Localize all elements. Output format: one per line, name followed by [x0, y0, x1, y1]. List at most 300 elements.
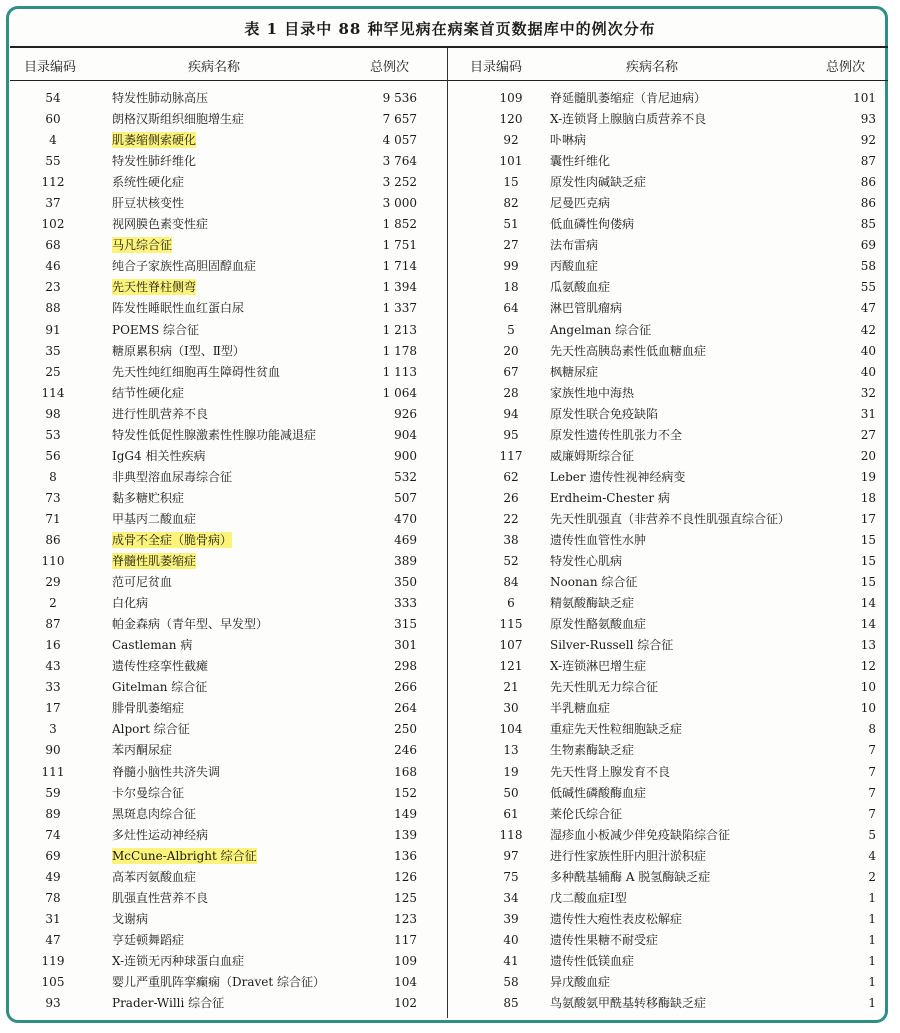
- case-count: 4 057: [382, 133, 417, 148]
- disease-code: 112: [41, 175, 65, 190]
- disease-code: 6: [507, 596, 515, 611]
- table-title: 表 1 目录中 88 种罕见病在病案首页数据库中的例次分布: [244, 20, 656, 38]
- disease-code: 25: [45, 364, 61, 379]
- table-row: [448, 698, 888, 719]
- disease-code: 59: [45, 785, 61, 800]
- case-count: 87: [860, 154, 876, 169]
- disease-name: 多灶性运动神经病: [112, 827, 209, 842]
- case-count: 17: [860, 511, 876, 526]
- disease-code: 30: [503, 701, 519, 716]
- table-row: [448, 383, 888, 404]
- case-count: 109: [394, 953, 417, 968]
- disease-code: 64: [503, 301, 519, 316]
- case-count: 136: [394, 848, 417, 863]
- case-count: 15: [860, 575, 876, 590]
- disease-code: 69: [45, 848, 61, 863]
- disease-code: 58: [503, 974, 519, 989]
- disease-name: 戈谢病: [112, 911, 149, 926]
- table-row: [448, 320, 888, 341]
- case-count: 168: [394, 764, 417, 779]
- disease-name: 进行性家族性肝内胆汁淤积症: [550, 848, 707, 863]
- table-row: [448, 530, 888, 551]
- disease-code: 16: [45, 638, 61, 653]
- disease-name: Noonan 综合征: [550, 575, 638, 590]
- table-row: [448, 88, 888, 109]
- case-count: 42: [860, 322, 876, 337]
- disease-code: 29: [45, 575, 61, 590]
- disease-name: 白化病: [112, 596, 149, 611]
- disease-code: 87: [45, 617, 61, 632]
- disease-code: 40: [503, 932, 519, 947]
- case-count: 507: [394, 490, 417, 505]
- disease-name: 先天性高胰岛素性低血糖血症: [550, 343, 707, 358]
- disease-name: 多种酰基辅酶 A 脱氢酶缺乏症: [550, 869, 711, 884]
- case-count: 1 714: [382, 259, 417, 274]
- table-row: [10, 614, 447, 635]
- table-row: [448, 635, 888, 656]
- disease-name: 先天性脊柱侧弯: [112, 280, 197, 295]
- case-count: 1: [868, 911, 876, 926]
- disease-name: 异戊酸血症: [550, 974, 611, 989]
- case-count: 93: [860, 112, 876, 127]
- disease-name: 尼曼匹克病: [550, 196, 611, 211]
- table-row: [448, 677, 888, 698]
- disease-code: 82: [503, 196, 519, 211]
- right-table-body: [448, 88, 888, 1014]
- table-row: [10, 572, 447, 593]
- table-row: [10, 214, 447, 235]
- case-count: 139: [394, 827, 417, 842]
- table-row: [10, 825, 447, 846]
- disease-code: 61: [503, 806, 519, 821]
- table-row: [448, 762, 888, 783]
- disease-name: Erdheim-Chester 病: [550, 490, 670, 505]
- table-row: [448, 256, 888, 277]
- table-row: [448, 783, 888, 804]
- case-count: 1 394: [382, 280, 417, 295]
- disease-code: 102: [41, 217, 65, 232]
- disease-name: 低血磷性佝偻病: [550, 217, 635, 232]
- disease-code: 51: [503, 217, 519, 232]
- table-row: [10, 341, 447, 362]
- disease-code: 68: [45, 238, 61, 253]
- disease-name: 脊髓性肌萎缩症: [112, 554, 197, 569]
- disease-name: 原发性联合免疫缺陷: [550, 406, 659, 421]
- case-count: 152: [394, 785, 417, 800]
- case-count: 31: [860, 406, 876, 421]
- disease-name: 鸟氨酸氨甲酰基转移酶缺乏症: [550, 996, 707, 1011]
- table-row: [448, 825, 888, 846]
- disease-code: 75: [503, 869, 519, 884]
- case-count: 125: [394, 890, 417, 905]
- table-row: [448, 719, 888, 740]
- disease-code: 120: [499, 112, 523, 127]
- table-row: [10, 719, 447, 740]
- table-row: [448, 804, 888, 825]
- case-count: 1: [868, 932, 876, 947]
- case-count: 7: [868, 785, 876, 800]
- disease-name: Leber 遗传性视神经病变: [550, 469, 686, 484]
- case-count: 86: [860, 175, 876, 190]
- disease-code: 50: [503, 785, 519, 800]
- disease-code: 121: [499, 659, 523, 674]
- disease-name: 威廉姆斯综合征: [550, 448, 635, 463]
- table-row: [448, 867, 888, 888]
- disease-name: 非典型溶血尿毒综合征: [112, 469, 233, 484]
- case-count: 18: [860, 490, 876, 505]
- table-row: [10, 446, 447, 467]
- table-row: [448, 467, 888, 488]
- disease-name: 湿疹血小板减少伴免疫缺陷综合征: [550, 827, 731, 842]
- case-count: 7: [868, 806, 876, 821]
- table-row: [10, 930, 447, 951]
- disease-name: 瓜氨酸血症: [550, 280, 611, 295]
- disease-name: X-连锁无丙种球蛋白血症: [112, 953, 245, 968]
- case-count: 40: [860, 343, 876, 358]
- table-row: [10, 551, 447, 572]
- disease-code: 86: [45, 532, 61, 547]
- disease-name: 黑斑息肉综合征: [112, 806, 197, 821]
- disease-name: 脊延髓肌萎缩症（肯尼迪病）: [550, 91, 707, 105]
- table-row: [448, 404, 888, 425]
- case-count: 86: [860, 196, 876, 211]
- table-row: [448, 740, 888, 761]
- table-row: [10, 88, 447, 109]
- disease-name: 黏多糖贮积症: [112, 490, 185, 505]
- table-row: [448, 109, 888, 130]
- case-count: 1: [868, 996, 876, 1011]
- disease-name: 糖原累积病（Ⅰ型、Ⅱ型）: [112, 343, 245, 358]
- disease-name: 戊二酸血症Ⅰ型: [550, 890, 627, 905]
- disease-name: 阵发性睡眠性血红蛋白尿: [112, 301, 245, 316]
- case-count: 246: [394, 743, 417, 758]
- disease-name: 遗传性果糖不耐受症: [550, 932, 659, 947]
- case-count: 32: [860, 385, 876, 400]
- case-count: 15: [860, 554, 876, 569]
- disease-name: 肌萎缩侧索硬化: [112, 133, 197, 148]
- disease-code: 93: [45, 996, 61, 1011]
- disease-name: 肝豆状核变性: [112, 196, 185, 211]
- case-count: 350: [394, 575, 417, 590]
- disease-code: 94: [503, 406, 519, 421]
- disease-name: 淋巴管肌瘤病: [550, 301, 623, 316]
- disease-code: 19: [503, 764, 519, 779]
- table-row: [10, 193, 447, 214]
- disease-name: 婴儿严重肌阵挛癫痫（Dravet 综合征）: [112, 974, 326, 989]
- table-row: [10, 130, 447, 151]
- case-count: 40: [860, 364, 876, 379]
- table-row: [10, 109, 447, 130]
- case-count: 900: [394, 448, 417, 463]
- case-count: 926: [394, 406, 417, 421]
- disease-code: 46: [45, 259, 61, 274]
- disease-code: 90: [45, 743, 61, 758]
- disease-code: 67: [503, 364, 519, 379]
- table-row: [10, 972, 447, 993]
- right-header-count: 总例次: [826, 60, 866, 75]
- table-row: [10, 804, 447, 825]
- table-row: [448, 277, 888, 298]
- table-row: [448, 909, 888, 930]
- disease-code: 3: [49, 722, 57, 737]
- disease-name: 重症先天性粒细胞缺乏症: [550, 722, 683, 737]
- case-count: 20: [860, 448, 876, 463]
- disease-code: 91: [45, 322, 61, 337]
- case-count: 58: [860, 259, 876, 274]
- case-count: 102: [394, 996, 417, 1011]
- disease-code: 98: [45, 406, 61, 421]
- table-row: [448, 509, 888, 530]
- disease-name: 脊髓小脑性共济失调: [112, 764, 221, 779]
- disease-code: 92: [503, 133, 519, 148]
- table-row: [10, 151, 447, 172]
- disease-code: 62: [503, 469, 519, 484]
- table-row: [10, 762, 447, 783]
- disease-code: 37: [45, 196, 61, 211]
- disease-code: 2: [49, 596, 57, 611]
- table-row: [10, 425, 447, 446]
- disease-code: 54: [45, 91, 61, 105]
- case-count: 1 751: [382, 238, 417, 253]
- disease-code: 55: [45, 154, 61, 169]
- case-count: 85: [860, 217, 876, 232]
- disease-name: 先天性肾上腺发育不良: [550, 764, 671, 779]
- table-row: [10, 404, 447, 425]
- left-table-body: [10, 88, 447, 1014]
- disease-name: 成骨不全症（脆骨病）: [112, 532, 233, 547]
- disease-code: 4: [49, 133, 57, 148]
- case-count: 1 213: [382, 322, 417, 337]
- disease-name: 枫糖尿症: [550, 364, 599, 379]
- table-row: [10, 383, 447, 404]
- table-row: [10, 888, 447, 909]
- case-count: 1 852: [382, 217, 417, 232]
- table-row: [448, 193, 888, 214]
- case-count: 1: [868, 953, 876, 968]
- disease-name: 苯丙酮尿症: [112, 743, 173, 758]
- disease-code: 104: [499, 722, 523, 737]
- table-row: [448, 993, 888, 1014]
- case-count: 15: [860, 532, 876, 547]
- case-count: 101: [853, 91, 876, 105]
- disease-code: 23: [45, 280, 61, 295]
- disease-code: 110: [41, 554, 65, 569]
- table-row: [10, 698, 447, 719]
- case-count: 117: [394, 932, 417, 947]
- case-count: 1: [868, 890, 876, 905]
- case-count: 264: [394, 701, 417, 716]
- case-count: 123: [394, 911, 417, 926]
- table-row: [10, 362, 447, 383]
- case-count: 5: [868, 827, 876, 842]
- disease-code: 39: [503, 911, 519, 926]
- case-count: 3 764: [382, 154, 417, 169]
- disease-code: 15: [503, 175, 519, 190]
- disease-name: 原发性遗传性肌张力不全: [550, 427, 683, 442]
- disease-code: 111: [41, 764, 65, 779]
- right-header-code: 目录编码: [470, 60, 523, 75]
- table-row: [448, 172, 888, 193]
- left-header-name: 疾病名称: [188, 60, 241, 75]
- disease-code: 78: [45, 890, 61, 905]
- case-count: 469: [394, 532, 417, 547]
- top-rule: [10, 46, 888, 48]
- table-row: [448, 888, 888, 909]
- case-count: 4: [868, 848, 876, 863]
- case-count: 14: [860, 617, 876, 632]
- table-row: [448, 425, 888, 446]
- case-count: 27: [860, 427, 876, 442]
- case-count: 10: [860, 680, 876, 695]
- disease-name: 半乳糖血症: [550, 701, 611, 716]
- disease-code: 21: [503, 680, 519, 695]
- disease-name: 先天性肌强直（非营养不良性肌强直综合征）: [550, 511, 791, 526]
- disease-code: 8: [49, 469, 57, 484]
- disease-code: 73: [45, 490, 61, 505]
- table-row: [448, 341, 888, 362]
- disease-code: 117: [499, 448, 523, 463]
- disease-code: 34: [503, 890, 519, 905]
- case-count: 149: [394, 806, 417, 821]
- case-count: 470: [394, 511, 417, 526]
- table-row: [448, 446, 888, 467]
- disease-code: 27: [503, 238, 519, 253]
- disease-code: 114: [41, 385, 65, 400]
- case-count: 126: [394, 869, 417, 884]
- disease-name: 原发性肉碱缺乏症: [550, 175, 647, 190]
- disease-code: 119: [41, 953, 65, 968]
- table-row: [448, 656, 888, 677]
- case-count: 104: [394, 974, 417, 989]
- table-row: [10, 783, 447, 804]
- disease-code: 52: [503, 554, 519, 569]
- case-count: 47: [860, 301, 876, 316]
- disease-name: 甲基丙二酸血症: [112, 511, 197, 526]
- disease-code: 26: [503, 490, 519, 505]
- disease-code: 13: [503, 743, 519, 758]
- table-row: [10, 235, 447, 256]
- table-row: [448, 593, 888, 614]
- left-header-count: 总例次: [370, 60, 410, 75]
- table-row: [10, 277, 447, 298]
- case-count: 301: [394, 638, 417, 653]
- table-row: [10, 951, 447, 972]
- table-row: [10, 298, 447, 319]
- table-row: [10, 656, 447, 677]
- disease-code: 115: [499, 617, 523, 632]
- disease-name: 卟啉病: [550, 133, 587, 148]
- disease-name: 丙酸血症: [550, 259, 599, 274]
- disease-code: 33: [45, 680, 61, 695]
- disease-code: 53: [45, 427, 61, 442]
- right-header-name: 疾病名称: [626, 60, 679, 75]
- header-rule: [10, 80, 888, 81]
- table-row: [448, 235, 888, 256]
- disease-code: 35: [45, 343, 61, 358]
- disease-name: 精氨酸酶缺乏症: [550, 596, 635, 611]
- disease-name: 纯合子家族性高胆固醇血症: [112, 259, 257, 274]
- disease-name: IgG4 相关性疾病: [112, 448, 206, 463]
- case-count: 3 000: [382, 196, 417, 211]
- disease-name: 范可尼贫血: [112, 575, 173, 590]
- case-count: 14: [860, 596, 876, 611]
- table-row: [10, 593, 447, 614]
- case-count: 55: [860, 280, 876, 295]
- disease-code: 5: [507, 322, 515, 337]
- table-row: [10, 909, 447, 930]
- disease-name: 原发性酪氨酸血症: [550, 617, 647, 632]
- disease-code: 41: [503, 953, 519, 968]
- disease-name: Silver-Russell 综合征: [550, 638, 674, 653]
- case-count: 266: [394, 680, 417, 695]
- disease-name: 亨廷顿舞蹈症: [112, 932, 185, 947]
- table-row: [448, 130, 888, 151]
- disease-name: 家族性地中海热: [550, 385, 635, 400]
- case-count: 333: [394, 596, 417, 611]
- case-count: 10: [860, 701, 876, 716]
- table-row: [10, 677, 447, 698]
- disease-code: 105: [41, 974, 65, 989]
- table-row: [10, 256, 447, 277]
- disease-name: Alport 综合征: [112, 722, 190, 737]
- table-row: [10, 867, 447, 888]
- table-row: [448, 572, 888, 593]
- disease-code: 84: [503, 575, 519, 590]
- disease-code: 89: [45, 806, 61, 821]
- case-count: 532: [394, 469, 417, 484]
- case-count: 1 064: [382, 385, 417, 400]
- case-count: 2: [868, 869, 876, 884]
- case-count: 8: [868, 722, 876, 737]
- table-row: [10, 509, 447, 530]
- case-count: 12: [860, 659, 876, 674]
- case-count: 7: [868, 743, 876, 758]
- table-row: [448, 298, 888, 319]
- case-count: 7 657: [382, 112, 417, 127]
- case-count: 315: [394, 617, 417, 632]
- table-row: [448, 972, 888, 993]
- case-count: 389: [394, 554, 417, 569]
- case-count: 1: [868, 974, 876, 989]
- table-row: [448, 151, 888, 172]
- table-row: [448, 614, 888, 635]
- left-header-code: 目录编码: [24, 60, 77, 75]
- disease-code: 31: [45, 911, 61, 926]
- disease-name: 视网膜色素变性症: [112, 217, 209, 232]
- disease-name: 囊性纤维化: [550, 154, 611, 169]
- case-count: 1 113: [382, 364, 417, 379]
- disease-code: 38: [503, 532, 519, 547]
- disease-code: 28: [503, 385, 519, 400]
- disease-code: 97: [503, 848, 519, 863]
- table-row: [448, 214, 888, 235]
- disease-name: 先天性肌无力综合征: [550, 680, 659, 695]
- disease-code: 17: [45, 701, 61, 716]
- table-row: [10, 993, 447, 1014]
- case-count: 13: [860, 638, 876, 653]
- disease-code: 74: [45, 827, 61, 842]
- disease-name: 法布雷病: [550, 238, 599, 253]
- table-row: [10, 635, 447, 656]
- table-row: [448, 362, 888, 383]
- disease-name: X-连锁淋巴增生症: [550, 659, 647, 674]
- disease-name: 腓骨肌萎缩症: [112, 701, 185, 716]
- disease-code: 22: [503, 511, 519, 526]
- case-count: 904: [394, 427, 417, 442]
- disease-name: 进行性肌营养不良: [112, 406, 209, 421]
- disease-code: 71: [45, 511, 61, 526]
- table-row: [10, 530, 447, 551]
